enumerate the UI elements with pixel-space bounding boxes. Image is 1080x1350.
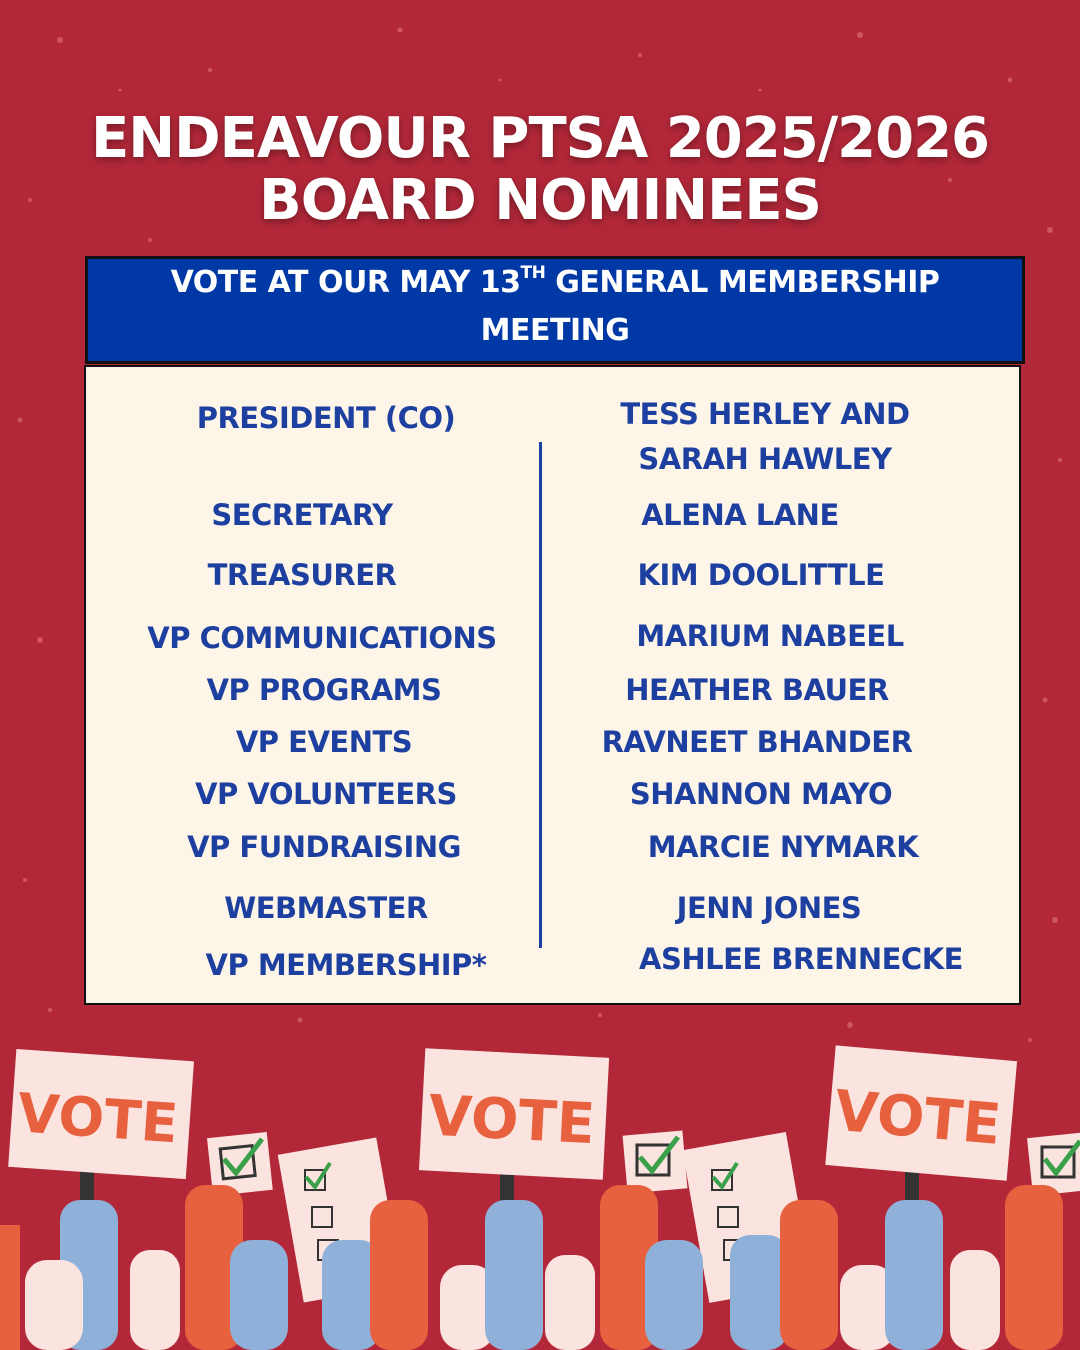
name-vp-events: RAVNEET BHANDER: [601, 725, 913, 759]
role-vp-events: VP EVENTS: [235, 725, 413, 759]
role-treasurer: TREASURER: [207, 558, 397, 592]
role-vp-volunteers: VP VOLUNTEERS: [195, 777, 457, 811]
title-line-1: ENDEAVOUR PTSA 2025/2026: [90, 106, 990, 171]
banner-superscript: TH: [520, 263, 546, 283]
role-vp-fundraising: VP FUNDRAISING: [187, 830, 461, 864]
name-vp-membership: ASHLEE BRENNECKE: [639, 942, 963, 976]
page-title: [0, 108, 1080, 232]
role-vp-programs: VP PROGRAMS: [206, 673, 442, 707]
role-president: PRESIDENT (CO): [196, 401, 456, 435]
banner-text-post: GENERAL MEMBERSHIP: [545, 265, 940, 300]
name-vp-programs: HEATHER BAUER: [625, 673, 889, 707]
vote-sign-3-text: VOTE: [831, 1078, 1004, 1158]
raised-hands: [0, 1185, 1063, 1350]
role-secretary: SECRETARY: [211, 498, 393, 532]
vote-rally-illustration: [0, 1035, 1080, 1350]
role-vp-membership: VP MEMBERSHIP*: [205, 948, 487, 982]
role-webmaster: WEBMASTER: [224, 891, 428, 925]
vote-banner: [85, 256, 1025, 364]
name-webmaster: JENN JONES: [676, 891, 862, 925]
name-secretary-value: ALENA LANE: [641, 498, 839, 532]
vote-sign-1-text: VOTE: [15, 1081, 181, 1156]
ballot-card-3: [623, 1130, 688, 1193]
name-president-1: TESS HERLEY AND: [620, 397, 910, 431]
banner-text-pre: VOTE AT OUR MAY 13: [170, 265, 521, 300]
name-president-2: SARAH HAWLEY: [638, 442, 892, 476]
name-vp-communications: MARIUM NABEEL: [636, 619, 904, 653]
banner-line-1: [88, 259, 1022, 307]
vote-sign-2-text: VOTE: [426, 1083, 597, 1158]
title-line-2: BOARD NOMINEES: [259, 168, 821, 233]
name-vp-fundraising: MARCIE NYMARK: [647, 830, 919, 864]
role-vp-communications: VP COMMUNICATIONS: [147, 621, 497, 655]
banner-line-2: MEETING: [480, 313, 630, 348]
name-vp-volunteers: SHANNON MAYO: [629, 777, 893, 811]
name-treasurer: KIM DOOLITTLE: [637, 558, 885, 592]
